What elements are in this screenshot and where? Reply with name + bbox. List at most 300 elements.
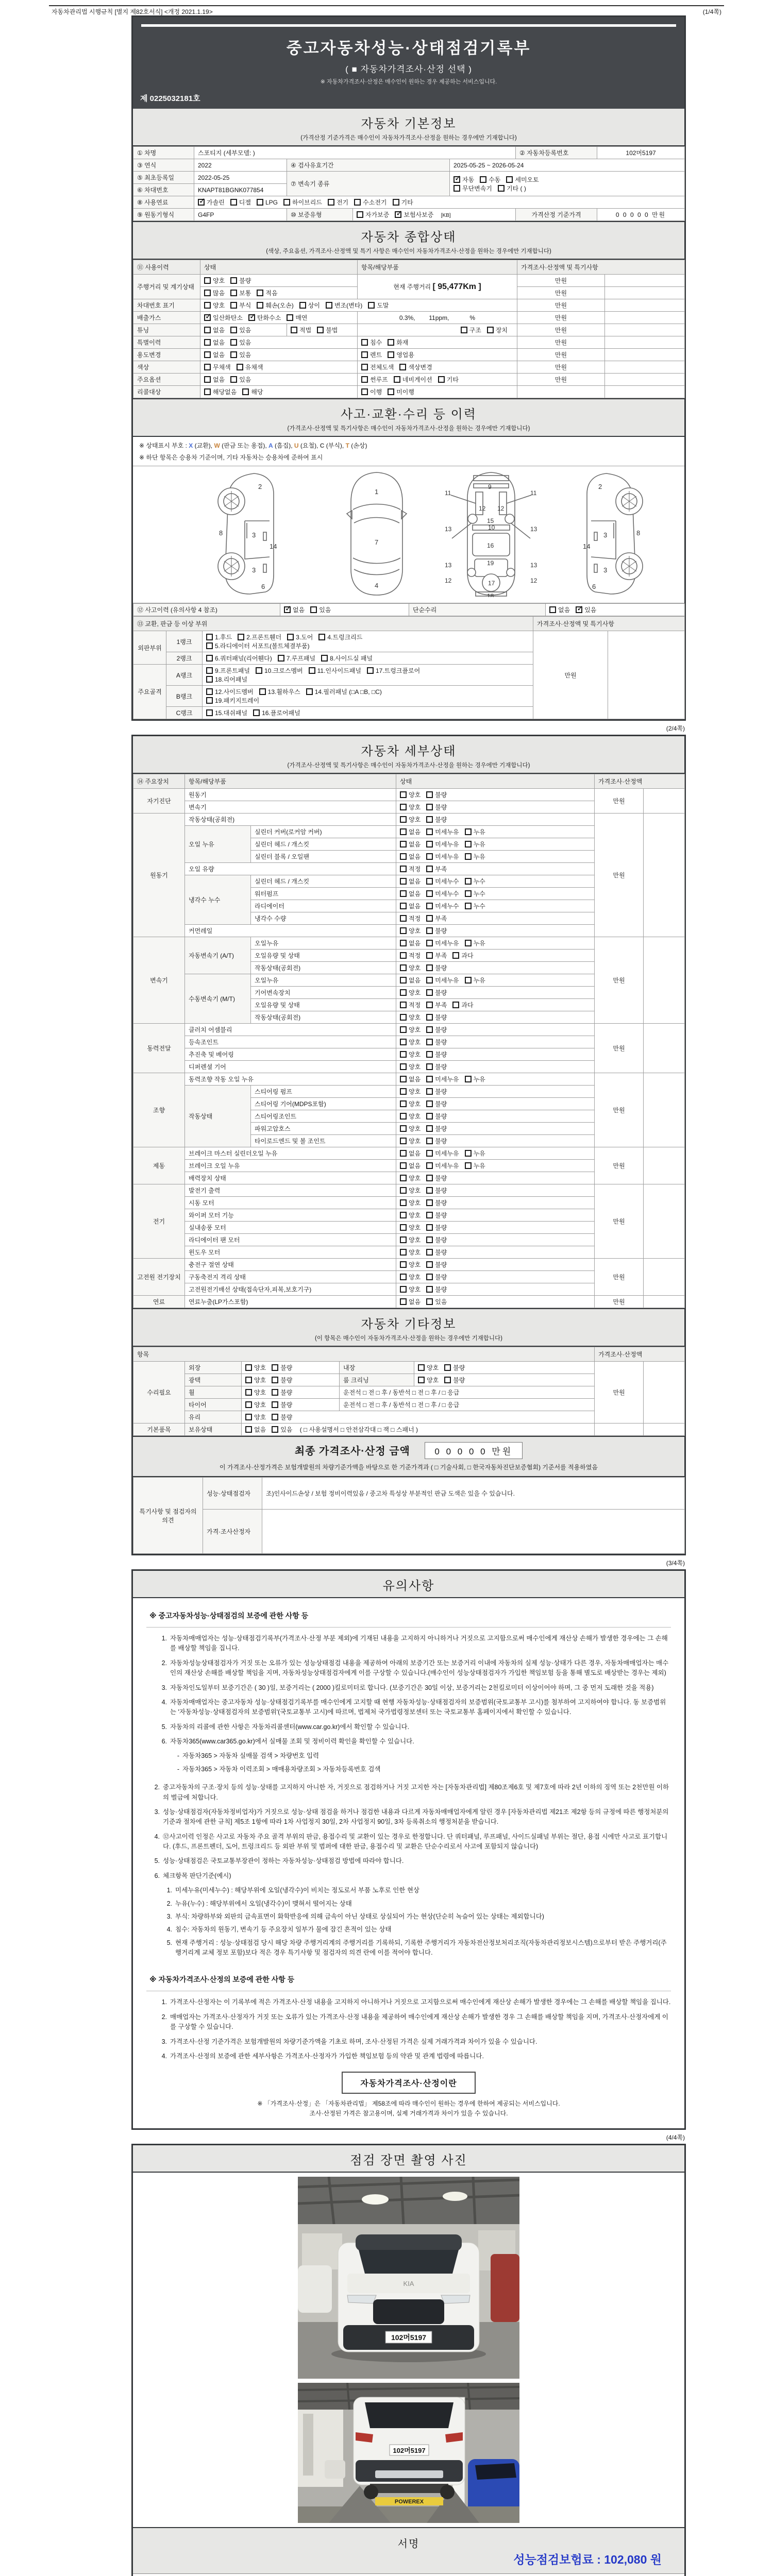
checkbox-unchecked: 미세누수 [426,902,459,910]
checkbox-unchecked: 무채색 [204,363,231,371]
checkbox-unchecked: 양호 [400,1248,421,1257]
status-options [396,962,595,974]
accident-history-options [280,604,409,616]
table-row [133,349,685,361]
status-options [396,1283,595,1296]
checkbox-unchecked: 변조(변타) [326,301,362,310]
checkbox-unchecked: 양호 [400,1013,421,1022]
row-label: 휠 [185,1386,242,1399]
svg-text:102머5197: 102머5197 [393,2446,426,2454]
tuning-exist-options [200,324,287,336]
checkbox-unchecked: 있음 [426,1297,447,1306]
rank-items [203,652,533,665]
remark-cell [644,1184,685,1259]
status-options [396,875,595,888]
checkbox-unchecked: 미세누수 [426,889,459,898]
checkbox-unchecked: 미세누유 [426,1075,459,1083]
model-year-value: 2022 [194,159,287,172]
field-label: ④ 검사유효기간 [287,159,450,172]
checkbox-unchecked: 미세누유 [426,827,459,836]
remark-cell [605,312,685,324]
status-options [396,974,595,987]
row-item: 와이퍼 모터 기능 [185,1209,396,1222]
checkbox-unchecked: 상이 [299,301,320,310]
checkbox-unchecked: 10.크로스멤버 [256,666,303,675]
field-label: ② 자동차등록번호 [516,147,597,159]
hold-checkboxes [245,1426,298,1433]
glass-options [242,1411,595,1423]
price-cell: 만원 [517,349,605,361]
checkbox-unchecked: 양호 [245,1400,266,1409]
checkbox-unchecked: 양호 [400,1124,421,1133]
checkbox-unchecked: 있음 [230,350,251,359]
row-item: 고전원전기배선 상태(접속단자,피복,보호기구) [185,1283,396,1296]
simple-repair-label: 단순수리 [409,604,546,616]
row-item: 오일유량 및 상태 [251,999,396,1011]
checkbox-unchecked: 부족 [426,1001,447,1009]
checkbox-unchecked: 불량 [426,1273,447,1281]
field-label: ⑦ 변속기 종류 [287,172,450,196]
checkbox-unchecked: 불량 [272,1376,292,1384]
checkbox-unchecked: 불량 [272,1388,292,1397]
checkbox-unchecked: 있음 [230,326,251,334]
remark-cell [644,814,685,937]
notes-section2-header: ※ 자동차가격조사·산정의 보증에 관한 사항 등 [146,1969,671,1991]
recall-done-options [358,386,517,398]
checkbox-unchecked: 1.후드 [206,633,232,641]
row-item: 실린더 헤드 / 개스킷 [251,875,396,888]
checkbox-unchecked: 불량 [426,1174,447,1182]
document-title-band [133,17,684,109]
checkbox-unchecked: 불량 [230,276,251,285]
note-item: 2. 중고자동차의 구조·장치 등의 성능·상태를 고지하지 아니한 자, 거짓으로 점검하거나 거짓 고지한 자는 [자동차관리법] 제80조제6호 및 제7호에 따라 2년 이하의 징역 또는 2천만원 이하의 벌금에 처합니다. [154,1784,669,1801]
checkbox-unchecked: 침수 [361,338,382,347]
checkbox-unchecked: 기타 [438,375,459,384]
checkbox-unchecked: 양호 [400,1025,421,1034]
note-item: 1. 자동차매매업자는 성능·상태점검기록부(가격조사·산정 부분 제외)에 기재된 내용을 고지하지 아니하거나 거짓으로 고지함으로써 매수인에게 재산상 손해가 발생한 경우에는 그 손해를 배상할 책임을 집니다. [161,1635,668,1652]
car-name-value: 스포티지 (세부모델: ) [194,147,516,159]
checkbox-unchecked: 양호 [400,1038,421,1046]
page1-block [131,15,686,721]
checkbox-unchecked: 있음 [230,375,251,384]
row-item: 스티어링조인트 [251,1110,396,1123]
row-label: 외장 [185,1362,242,1374]
appraiser-opinion-text [262,1510,685,1554]
table-row [133,1510,685,1554]
checkbox-unchecked: 불량 [426,1235,447,1244]
checkbox-unchecked: 불량 [426,803,447,811]
row-item: 디퍼렌셜 기어 [185,1061,396,1073]
row-item: 연료누출(LP가스포함) [185,1296,396,1308]
column-header: 상태 [200,260,358,275]
checkbox-unchecked: 5.라디에이터 서포트(볼트체결부품) [206,641,310,650]
note-item: 5. 성능·상태점검은 국토교통부장관이 정하는 자동차성능·상태점검 방법에 따라야 합니다. [154,1857,404,1865]
row-item: 실내송풍 모터 [185,1222,396,1234]
row-item: 오일유량 및 상태 [251,950,396,962]
checkbox-unchecked: 양호 [418,1363,439,1372]
row-label: 차대번호 표기 [133,299,200,312]
legend-symbol: T [345,442,349,449]
checkbox-unchecked: 누수 [465,889,485,898]
checkbox-unchecked: 9.프론트패널 [206,666,250,675]
checkbox-unchecked: 15.대쉬패널 [206,708,247,717]
row-item: 클러치 어셈블리 [185,1024,396,1036]
legend-desc: (요철), [298,442,320,449]
remark-cell [605,374,685,386]
checkbox-unchecked: 양호 [204,276,225,285]
field-label: ⑩ 보증유형 [287,209,353,221]
first-registration-value: 2022-05-25 [194,172,287,184]
checkbox-unchecked: 적정 [400,1001,421,1009]
checkbox-unchecked: 6.쿼터패널(리어휀다) [206,654,272,663]
table-row [133,361,685,374]
checkbox-unchecked: 도말 [368,301,389,310]
status-options [396,1135,595,1147]
checkbox-unchecked: 유채색 [237,363,263,371]
price-cell: 만원 [595,789,644,814]
column-header: 가격조사·산정액 [595,774,685,789]
remark-cell [644,1073,685,1147]
checkbox-unchecked: 양호 [400,1137,421,1145]
svg-text:13: 13 [530,526,537,533]
table-row [133,604,685,616]
row-item: 동력조향 작동 오일 누유 [185,1073,396,1086]
exterior-options [242,1362,340,1374]
checkbox-unchecked: 양호 [400,1099,421,1108]
checkbox-unchecked: 양호 [400,1087,421,1096]
column-header: 가격조사·산정액 및 특기사항 [533,617,685,631]
row-item: 실린더 블록 / 오일팬 [251,851,396,863]
checkbox-unchecked: 불량 [272,1413,292,1421]
detail-state-table [133,774,685,1308]
remark-cell [605,386,685,398]
checkbox-unchecked: 양호 [400,1260,421,1269]
legend-symbol: C [320,442,325,449]
checkbox-unchecked: 없음 [400,976,421,985]
legend-symbol: X [189,442,193,449]
checkbox-unchecked: 무단변속기 [453,184,492,193]
etc-info-table [133,1347,685,1436]
legend-note: ※ 하단 항목은 승용차 기준이며, 기타 자동차는 승용차에 준하여 표시 [139,454,323,461]
checkbox-unchecked: 해당 [242,387,263,396]
checkbox-unchecked: 양호 [400,1050,421,1059]
page3-block [131,1569,686,2130]
checkbox-unchecked: 양호 [418,1376,439,1384]
checkbox-unchecked: 장치 [487,326,508,334]
legend-symbol: W [214,442,220,449]
note-subitem: 4. 침수: 자동차의 원동기, 변속기 등 주요장치 일부가 물에 잠긴 흔적이 있는 상태 [166,1926,392,1934]
remark-cell [605,324,685,336]
row-category: 기본품목 [133,1423,185,1436]
rank-items [203,665,533,686]
row-label: 내장 [340,1362,414,1374]
row-item: 실린더 헤드 / 개스킷 [251,838,396,851]
checkbox-unchecked: 7.루프패널 [278,654,315,663]
table-row [133,159,685,172]
color-change-options [358,361,517,374]
checkbox-unchecked: 없음 [400,840,421,849]
status-options [396,1024,595,1036]
mileage-gauge-options [200,275,358,287]
checkbox-unchecked: 불량 [426,1260,447,1269]
svg-text:2: 2 [258,483,262,490]
detail-row [133,1147,685,1160]
svg-text:POWEREX: POWEREX [394,2498,424,2505]
checkbox-unchecked: 8.사이드실 패널 [321,654,373,663]
checkbox-unchecked: 18.리어패널 [206,675,247,684]
wheel-options [242,1386,340,1399]
note-item: 2. 자동차성능상태점검자가 거짓 또는 오류가 있는 성능상태점검 내용을 제공하여 아래의 보증기간 또는 보증거리 이내에 자동차의 실제 성능·상태가 다른 경우, 자동차매매업자는 매수인의 재산상 손해를 배상할 책임을 지며, 자동차성능상태점검자에게 이를 구상할 수 있습니다.(매수인이 성능상태점검자가 가입한 책임보험 등을 통해 별도로 배상받는 경우는 제외) [161,1659,669,1677]
rank-row [133,631,685,652]
legend-desc: (교환), [193,442,214,449]
row-label: 리콜대상 [133,386,200,398]
checkbox-unchecked: 구조 [461,326,481,334]
base-price-value: 0 0 0 0 0 만원 [597,209,685,221]
emission-options [200,312,358,324]
checkbox-unchecked: 없음 [400,902,421,910]
row-item: 브레이크 마스터 실린더오일 누유 [185,1147,396,1160]
tuning-legal-options [287,324,358,336]
svg-text:7: 7 [375,538,379,546]
table-header-row [133,774,685,789]
checkbox-unchecked: 없음 [400,1149,421,1158]
checkbox-unchecked: 수동 [480,175,500,184]
status-options [396,1197,595,1209]
legend-symbol: U [294,442,299,449]
polish-options [242,1374,340,1386]
checkbox-unchecked: 미세누유 [426,1161,459,1170]
checkbox-unchecked: 미이행 [388,387,414,396]
checkbox-unchecked: 양호 [400,1198,421,1207]
svg-text:3: 3 [252,531,256,539]
status-options [396,925,595,937]
row-item: 등속조인트 [185,1036,396,1048]
remark-cell [608,631,685,719]
checkbox-unchecked: 있음 [272,1425,292,1434]
field-label: ⑤ 최초등록일 [133,172,194,184]
status-options [396,888,595,900]
checkbox-unchecked: 누유 [465,1075,485,1083]
row-category: 원동기 [133,814,185,937]
rank-label: A랭크 [166,665,203,686]
checkbox-unchecked: 불량 [426,815,447,824]
photo-section-header [133,2145,684,2173]
remark-cell [605,349,685,361]
field-label: 가격산정 기준가격 [516,209,597,221]
svg-text:3: 3 [252,566,256,574]
row-item: 작동상태(공회전) [251,1011,396,1024]
detail-state-header [133,736,684,774]
checkbox-unchecked: 없음 [400,939,421,947]
row-label: 보유상태 [185,1423,242,1436]
status-options [396,1123,595,1135]
row-group: 냉각수 누수 [185,875,251,925]
checkbox-unchecked: 네비게이션 [394,375,432,384]
row-item: 기어변속장치 [251,987,396,999]
etc-info-title: 자동차 기타정보 [361,1317,457,1331]
row-item: 브레이크 오일 누유 [185,1160,396,1172]
final-price-amount: 0 0 0 0 0 만원 [425,1442,523,1459]
status-options [396,1110,595,1123]
checkbox-unchecked: 불량 [426,988,447,997]
checkbox-unchecked: 양호 [400,1174,421,1182]
checkbox-unchecked: 13.휠하우스 [259,687,300,696]
inspection-photo-front [298,2177,519,2379]
svg-text:19: 19 [487,560,494,567]
row-label: 유리 [185,1411,242,1423]
inspector-opinion-text: 조)인사이드손상 / 보험 정비이력있음 / 중고차 특성상 부분적인 판금 도색은 있을 수 있습니다. [262,1478,685,1510]
panel-category: 외판부위 [133,631,166,665]
status-options [396,900,595,912]
price-cell: 만원 [517,312,605,324]
remark-cell [605,299,685,312]
note-item: 3. 자동차인도일부터 보증기간은 ( 30 )일, 보증거리는 ( 2000 )킬로미터로 합니다. (보증기간은 30일 이상, 보증거리는 2천킬로미터 이상이어야 하며, 그 중 먼저 도래한 것을 적용) [161,1684,654,1691]
table-row [133,1362,685,1374]
checkbox-unchecked: 누유 [465,1149,485,1158]
svg-text:6: 6 [261,583,265,590]
checkbox-unchecked: 많음 [204,289,225,297]
page-mark-2: (2/4쪽) [666,725,685,732]
legend-line: ※ 상태표시 부호 : X (교환), W (판금 또는 용접), A (흠집), U (요철), C (부식), T (손상) [139,442,367,449]
svg-text:14: 14 [583,543,591,550]
overall-state-note: (색상, 주요옵션, 가격조사·산정액 및 특기 사항은 매수인이 자동차가격조사·산정을 원하는 경우에만 기재합니다) [266,248,551,255]
column-header: 항목/해당부품 [185,774,396,789]
mileage-prefix: 현재 주행거리 [393,283,431,291]
warranty-checkboxes [357,211,439,218]
transmission-options-line2 [453,184,681,193]
car-diagram-svg [141,469,677,597]
status-options [396,1259,595,1271]
inspection-photo-rear [298,2383,519,2523]
checkbox-unchecked: 불량 [444,1363,465,1372]
checkbox-unchecked: 불량 [426,1025,447,1034]
checkbox-unchecked: 과다 [452,1001,473,1009]
transmission-options [450,172,685,196]
svg-text:11: 11 [530,489,537,497]
vin-value: KNAPT81BGNK077854 [194,184,287,196]
svg-text:3: 3 [603,531,608,539]
note-item: 6. 체크항목 판단기준(예시) [154,1872,231,1879]
checkbox-unchecked: 미세누유 [426,852,459,861]
row-category: 수리필요 [133,1362,185,1423]
price-cell: 만원 [533,631,608,719]
row-label: 룸 크리닝 [340,1374,414,1386]
table-row [133,374,685,386]
table-row [133,147,685,159]
row-group: 작동상태 [185,1086,251,1147]
svg-text:6: 6 [592,583,596,590]
overall-state-title: 자동차 종합상태 [361,230,457,244]
table-row [133,172,685,184]
note-subitem: 1. 미세누유(미세누수) : 해당부위에 오일(냉각수)이 비치는 정도로서 부품 노후로 인한 현상 [166,1887,420,1894]
price-cell: 만원 [517,374,605,386]
svg-text:12: 12 [479,505,486,512]
svg-text:12: 12 [530,577,537,584]
price-cell: 만원 [595,1147,644,1184]
checkbox-unchecked: 양호 [400,1186,421,1195]
checkbox-unchecked: 누유 [465,840,485,849]
row-item: 발전기 출력 [185,1184,396,1197]
checkbox-unchecked: 불량 [426,926,447,935]
row-item: 구동축전지 격리 상태 [185,1271,396,1283]
svg-text:1: 1 [375,488,379,496]
checkbox-unchecked: 없음 [400,877,421,886]
checkbox-unchecked: 훼손(오손) [257,301,293,310]
checkbox-unchecked: 14.필러패널 (□A □B, □C) [306,687,382,696]
inspection-period-value: 2025-05-25 ~ 2026-05-24 [450,159,685,172]
row-item: 파워고압호스 [251,1123,396,1135]
document-number: 제 0225032181호 [140,94,200,103]
note-subitem: 3. 부식: 차량하부와 외판의 금속표면이 화학반응에 의해 금속이 아닌 상태로 상실되어 가는 현상(단순히 녹슬어 있는 상태는 제외합니다) [166,1912,544,1920]
inspection-insurance-fee: 성능점검보험료 : 102,080 원 [513,2552,662,2566]
row-item: 작동상태(공회전) [251,962,396,974]
checkbox-unchecked: 불량 [426,1223,447,1232]
checkbox-unchecked: 없음 [400,1075,421,1083]
note-item: 4. ⑫사고이력 인정은 사고로 자동차 주요 골격 부위의 판금, 용접수리 및 교환이 있는 경우로 한정합니다. 단 쿼터패널, 루프패널, 사이드실패널 부위는 절단, 용접 시에만 사고로 표기합니다. (후드, 프론트펜더, 도어, 트렁크리드 등 외판 부위 및 범퍼에 대한 판금, 용접수리 및 교환은 단순수리로서 사고에 포함되지 않습니다) [154,1833,668,1850]
checkbox-unchecked: 없음 [204,375,225,384]
checkbox-unchecked: 양호 [400,1235,421,1244]
row-label: 색상 [133,361,200,374]
status-options [396,1098,595,1110]
table-row [133,1478,685,1510]
fuel-options [194,196,685,209]
checkbox-unchecked: 부식 [230,301,251,310]
checkbox-unchecked: 있음 [310,605,331,614]
checkbox-unchecked: 불량 [426,1112,447,1121]
checkbox-unchecked: 화재 [388,338,408,347]
detail-row [133,1184,685,1197]
checkbox-unchecked: 불량 [426,963,447,972]
notes-main-list [146,1783,671,1958]
note-item: 4. 가격조사·산정의 보증에 관한 세부사항은 가격조사·산정자가 가입한 책임보험 등의 약관 및 관계 법령에 따릅니다. [161,2052,484,2060]
basic-info-title: 자동차 기본정보 [361,117,457,131]
svg-text:13: 13 [445,526,452,533]
note-item: 4. 자동차매매업자는 중고자동차 성능·상태점검기록부를 매수인에게 고지할 때 현행 자동차성능·상태점검자의 보증범위(국토교통부 고시)를 첨부하여 고지하여야 합니다. 동 보증범위는 '자동차성능·상태점검자의 보증범위'(국토교통부 고시)에 따르며, 법제처 국가법령정보센터 또는 국토교통부 홈페이지에서 확인할 수 있습니다. [161,1698,666,1716]
row-item: 윈도우 모터 [185,1246,396,1259]
remark-cell [644,1362,685,1423]
mileage-value: [ 95,477Km ] [432,282,481,291]
price-cell: 만원 [595,1259,644,1296]
status-options [396,789,595,801]
checkbox-unchecked: 12.사이드멤버 [206,687,254,696]
status-options [396,1172,595,1184]
warranty-provider: [KB] [441,213,451,218]
checkbox-unchecked: 누유 [465,976,485,985]
document-subtitle: ( ■ 자동차가격조사·산정 선택 ) [345,64,472,74]
checkbox-unchecked: 불량 [426,1211,447,1219]
remark-cell [605,361,685,374]
svg-text:18: 18 [487,592,494,597]
price-cell: 만원 [595,1296,644,1308]
status-options [396,863,595,875]
table-header-row [133,617,685,631]
checkbox-unchecked: 적정 [400,865,421,873]
status-options [396,1011,595,1024]
checkbox-unchecked: 없음 [204,326,225,334]
price-cell: 만원 [595,1184,644,1259]
remark-cell [605,275,685,287]
row-label: 특별이력 [133,336,200,349]
table-row [133,386,685,398]
accident-history-title: 사고·교환·수리 등 이력 [341,408,477,421]
checkbox-unchecked: 2.프론트휀더 [238,633,281,641]
page-top-rule [49,5,724,6]
checkbox-unchecked: 기타 [393,198,413,207]
status-options [396,1086,595,1098]
column-header: ⑭ 주요장치 [133,774,185,789]
field-label: ③ 연식 [133,159,194,172]
row-group: 수동변속기 (M/T) [185,974,251,1024]
